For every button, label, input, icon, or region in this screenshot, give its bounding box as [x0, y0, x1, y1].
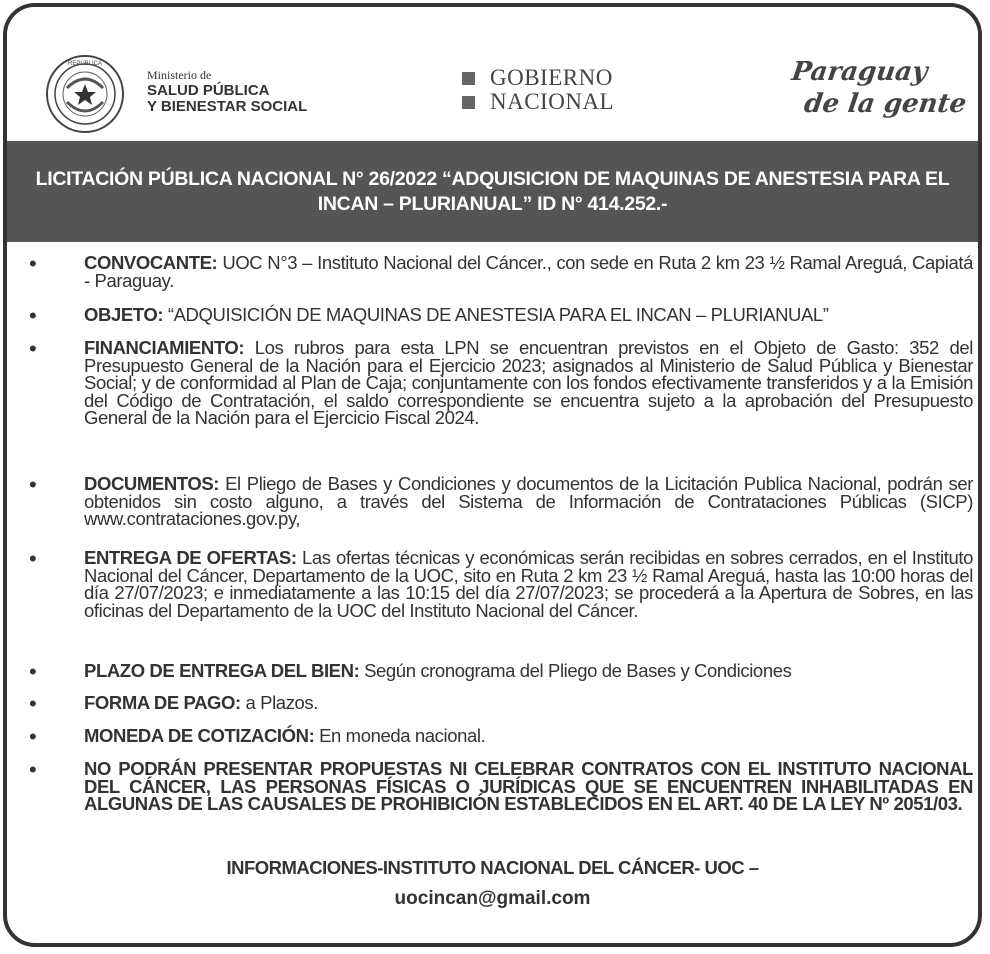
bullet: •	[29, 724, 37, 749]
ministry-line-2: Y BIENESTAR SOCIAL	[147, 98, 308, 115]
square-icon	[462, 72, 475, 85]
svg-text:REPÚBLICA: REPÚBLICA	[67, 61, 103, 67]
item-label: FINANCIAMIENTO:	[84, 337, 245, 358]
item-text: UOC N°3 – Instituto Nacional del Cáncer., con sede en Ruta 2 km 23 ½ Ramal Areguá, Capiatá - Paraguay.	[84, 252, 973, 291]
item-text: En moneda nacional.	[314, 725, 486, 746]
footer-info: INFORMACIONES-INSTITUTO NACIONAL DEL CÁNCER- UOC –	[226, 857, 759, 878]
national-seal-icon	[45, 54, 125, 134]
announcement-frame	[3, 3, 982, 947]
item-label: PLAZO DE ENTREGA DEL BIEN:	[84, 660, 360, 681]
item-label: FORMA DE PAGO:	[84, 692, 241, 713]
item-text: Los rubros para esta LPN se encuentran previstos en el Objeto de Gasto: 352 del Presupuesto General de la Nación para el Ejercicio 2023; asignados al Ministerio de Salud Pública y Bienestar Social; y de conformidad al Plan de Caja; conjuntamente con los fondos efectivamente transferidos y a la Emisión del Código de Contratación, el saldo correspondiente se encuentra sujeto a la aprobación del Presupuesto General de la Nación para el Ejercicio Fiscal 2024.	[84, 337, 973, 429]
item-text: Las ofertas técnicas y económicas serán recibidas en sobres cerrados, en el Instituto Nacional del Cáncer, Departamento de la UOC, sito en Ruta 2 km 23 ½ Ramal Areguá, hasta las 10:00 horas del día 27/07/2023; e inmediatamente a las 10:15 del día 27/07/2023; se procederá a la Apertura de Sobres, en las oficinas del Departamento de la UOC del Instituto Nacional del Cáncer.	[84, 547, 973, 621]
gobierno-line-1: GOBIERNO	[490, 65, 613, 90]
square-icon	[462, 96, 475, 109]
item-text: El Pliego de Bases y Condiciones y documentos de la Licitación Publica Nacional, podrán ser obtenidos sin costo alguno, a través del Sistema de Información de Contrataciones Públicas (SICP) www.contrataciones.gov.py,	[84, 473, 973, 530]
item-label: MONEDA DE COTIZACIÓN:	[84, 725, 315, 746]
ministry-small-label: Ministerio de	[147, 68, 212, 82]
header	[7, 7, 978, 141]
gobierno-nacional-logo	[462, 66, 614, 114]
gobierno-line-2: NACIONAL	[490, 89, 615, 114]
bullet: •	[29, 251, 37, 276]
item-text: a Plazos.	[240, 692, 319, 713]
bullet: •	[29, 336, 37, 361]
bullet: •	[29, 472, 37, 497]
item-label: ENTREGA DE OFERTAS:	[84, 547, 297, 568]
bullet: •	[29, 303, 37, 328]
slogan-line-1: Paraguay	[789, 57, 930, 87]
item-label: DOCUMENTOS:	[84, 473, 220, 494]
footer-email: uocincan@gmail.com	[394, 888, 591, 909]
item-label: CONVOCANTE:	[84, 252, 218, 273]
slogan-line-2: de la gente	[802, 89, 969, 119]
bullet: •	[29, 546, 37, 571]
bullet: •	[29, 659, 37, 684]
item-label: NO PODRÁN PRESENTAR PROPUESTAS NI CELEBRAR CONTRATOS CON EL INSTITUTO NACIONAL DEL CÁNCER, LAS PERSONAS FÍSICAS O JURÍDICAS QUE SE ENCUENTREN INHABILITADAS EN ALGUNAS DE LAS CAUSALES DE PROHIBICIÓN ESTABLECIDOS EN EL ART. 40 DE LA LEY Nº 2051/03.	[84, 758, 973, 815]
item-label: OBJETO:	[84, 304, 164, 325]
bullet: •	[29, 691, 37, 716]
ministry-line-1: SALUD PÚBLICA	[147, 82, 270, 99]
title-banner: LICITACIÓN PÚBLICA NACIONAL N° 26/2022 “ADQUISICION DE MAQUINAS DE ANESTESIA PARA EL INCAN – PLURIANUAL” ID N° 414.252.-	[7, 141, 978, 242]
item-text: “ADQUISICIÓN DE MAQUINAS DE ANESTESIA PARA EL INCAN – PLURIANUAL”	[163, 304, 829, 325]
item-text: Según cronograma del Pliego de Bases y Condiciones	[359, 660, 792, 681]
ministry-logo-text	[147, 69, 307, 115]
bullet: •	[29, 757, 37, 782]
